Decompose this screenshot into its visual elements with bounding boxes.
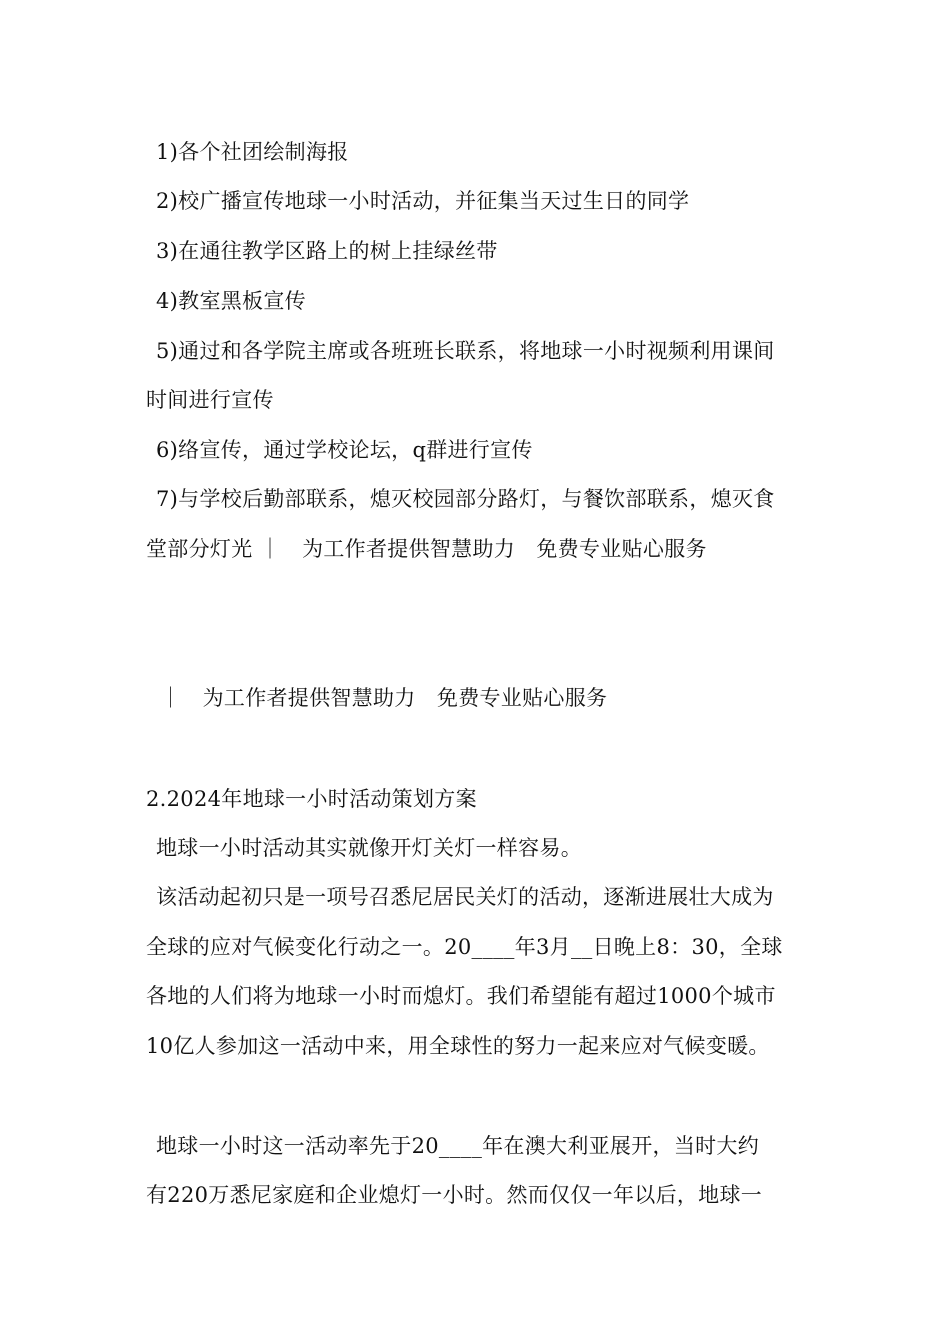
- list-item-continuation: 堂部分灯光 ｜ 为工作者提供智慧助力 免费专业贴心服务: [146, 537, 707, 561]
- paragraph-line: 各地的人们将为地球一小时而熄灯。我们希望能有超过1000个城市: [146, 984, 776, 1008]
- list-item: 7)与学校后勤部联系，熄灭校园部分路灯，与餐饮部联系，熄灭食: [156, 487, 775, 511]
- paragraph-line: 该活动起初只是一项号召悉尼居民关灯的活动，逐渐进展壮大成为: [156, 885, 774, 909]
- list-item-continuation: 时间进行宣传: [146, 388, 274, 412]
- paragraph-line: 10亿人参加这一活动中来，用全球性的努力一起来应对气候变暖。: [146, 1034, 770, 1058]
- list-item: 6)络宣传，通过学校论坛，q群进行宣传: [156, 438, 533, 462]
- list-item: 5)通过和各学院主席或各班班长联系，将地球一小时视频利用课间: [156, 339, 775, 363]
- paragraph-line: 地球一小时这一活动率先于20____年在澳大利亚展开，当时大约: [156, 1134, 760, 1158]
- paragraph-line: 地球一小时活动其实就像开灯关灯一样容易。: [156, 836, 582, 860]
- list-item: 1)各个社团绘制海报: [156, 140, 349, 164]
- paragraph-line: 全球的应对气候变化行动之一。20____年3月__日晚上8：30，全球: [146, 935, 783, 959]
- paragraph-line: 有220万悉尼家庭和企业熄灯一小时。然而仅仅一年以后，地球一: [146, 1183, 763, 1207]
- list-item: 2)校广播宣传地球一小时活动，并征集当天过生日的同学: [156, 189, 690, 213]
- list-item: 3)在通往教学区路上的树上挂绿丝带: [156, 239, 498, 263]
- section-heading: 2.2024年地球一小时活动策划方案: [146, 787, 477, 811]
- list-item: 4)教室黑板宣传: [156, 289, 306, 313]
- service-tagline: ｜ 为工作者提供智慧助力 免费专业贴心服务: [160, 686, 608, 710]
